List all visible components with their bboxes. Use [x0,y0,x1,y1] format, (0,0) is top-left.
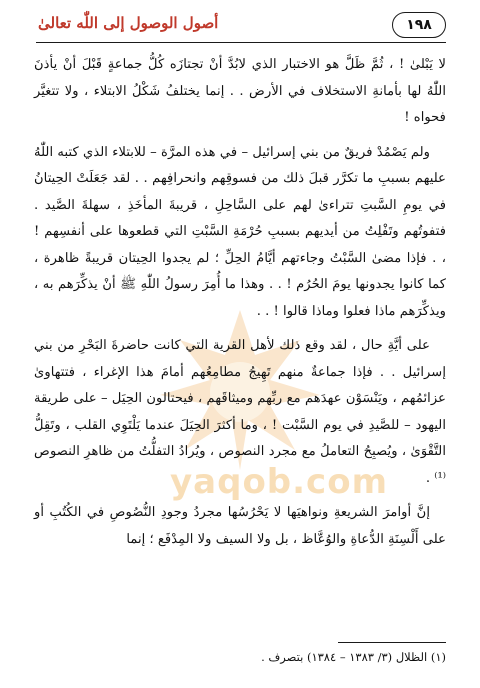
main-text [34,52,446,561]
paragraph: لا يَبْلىٰ ! ، ثُمَّ ظَلَّ هو الاختبار الذي لابُدَّ أنْ تجتازَه كُلُّ جماعةٍ قَبْلَ أنْ يأذنَ اللّٰهُ لها بأمانةِ الاستخلاف في الأرض . . إنما يختلفُ شَكْلُ الابتلاء ، ولا تتغيَّر فحواه ! [34,57,446,125]
paragraph: إنَّ أوامرَ الشريعةِ ونواهيَها لا يَحْرُسُها مجردُ وجودِ النُّصُوصِ في الكُتُبِ أو على أَلْسِنَةِ الدُّعاةِ والوُعَّاظ ، بل ولا السيف ولا المِدْفَع ؛ إنما [34,505,446,547]
watermark-text: yaqob.com [170,462,388,502]
footnote-divider [338,642,446,643]
running-title: أصول الوصول إلى اللّٰه تعالىٰ [38,14,219,32]
footnote: (١) الظلال (٣/ ١٣٨٣ – ١٣٨٤) بتصرف . [261,650,446,664]
header-rule [36,42,446,43]
paragraph: على أيَّةِ حال ، لقد وقع ذلك لأهل القرية التي كانت حاضرةَ البَحْرِ من بني إسرائيل . . فإذا جماعةٌ منهم تَهِيجُ مطامِعُهم أمامَ هذا الإغراء ، فتتهاوىٰ عزائمُهم ، ويَنْسَوْن عهدَهم مع ربِّهم وميثاقَهم ، فيحتالون الحِيَل – على طريقة اليهود – للصَّيدِ في يوم السَّبْت ! ، وما أكثرَ الحِيَلَ عندما يَلْتَوِي القلب ، وتَقِلُّ التَّقْوَىٰ ، ويُصبِحُ التعاملُ مع مجرد النصوص ، ويُرادُ التفلُّتُ من ظاهرِ النصوص ⁽¹⁾ . [34,338,446,486]
page-header [36,12,446,42]
paragraph: ولم يَصْمُدْ فريقٌ من بني إسرائيل – في هذه المرَّة – للابتلاء الذي كتبه اللّٰهُ عليهم بسببِ ما تكرَّر قبلَ ذلك من فسوقِهم وانحرافِهم . . لقد جَعَلَتْ الحِيتانُ في يومِ السَّبتِ تتراءىٰ لهم على السَّاحِلِ ، قريبةَ المأخَذِ ، سهلةَ الصَّيد . فتفوتُهم وتَفْلِتُ من أيديهم بسببِ حُرْمَةِ السَّبْتِ التي قطعوها على أنفسِهم ! ، . فإذا مضىٰ السَّبْتُ وجاءتهم أيَّامُ الحِلِّ ؛ لم يجدوا الحِيتان قريبةً ظاهرة ، كما كانوا يجدونها يومَ الحُرُم ! . . وهذا ما أُمِرَ رسولُ اللّٰهِ ﷺ أنْ يذكِّرَهم به ، ويذكِّرَهم ماذا فعلوا وماذا قالوا ! . . [34,144,446,319]
page-number: ١٩٨ [392,12,446,38]
